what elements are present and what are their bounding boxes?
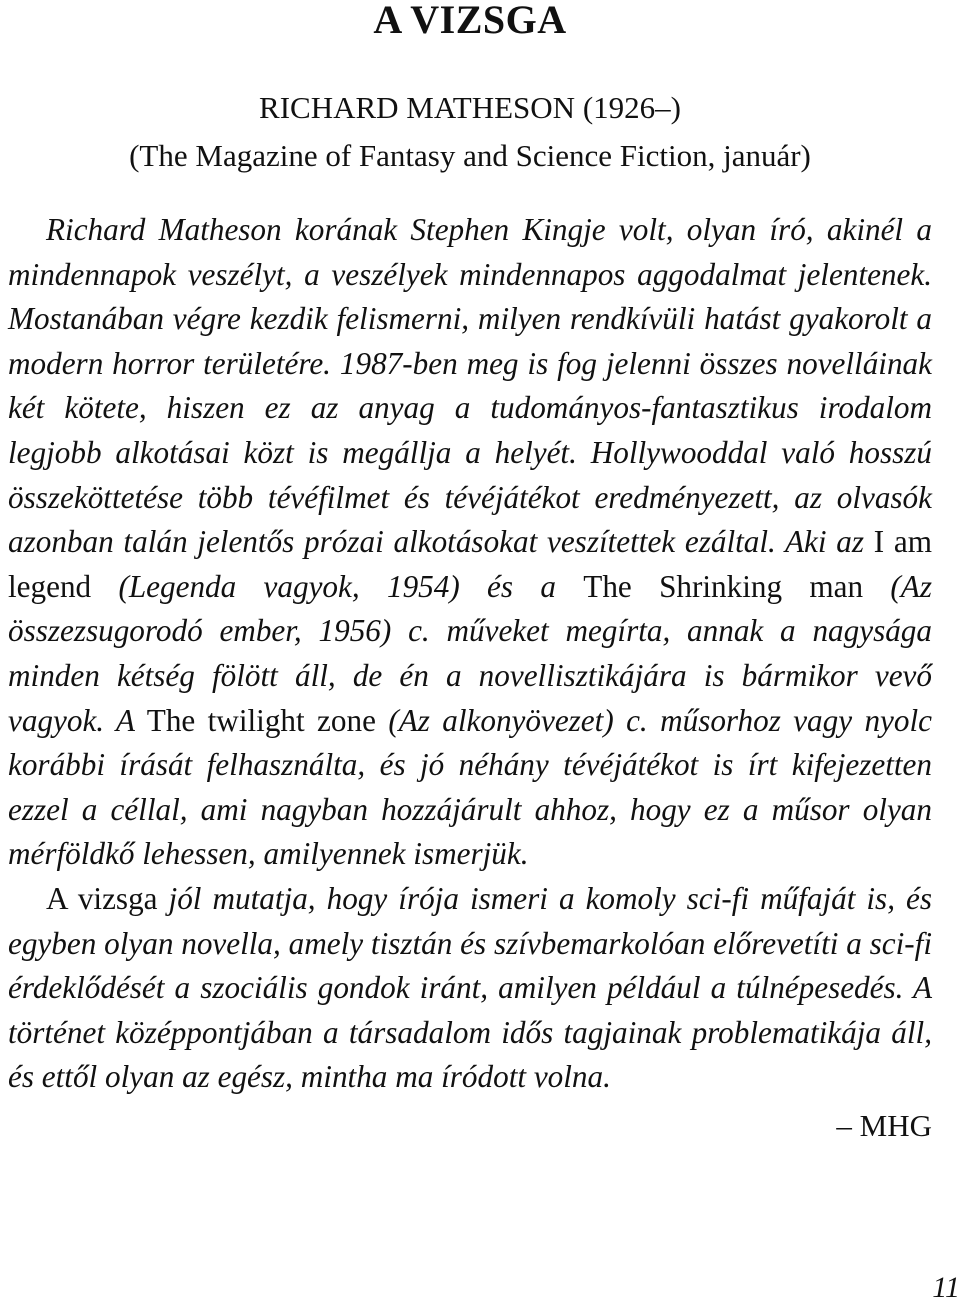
intro-text: jól mutatja, hogy írója ismeri a komoly sci-fi műfaját is, és egyben olyan novella, amely tisztán és szívbemarkolóan előrevetíti a sci-fi érdeklődését a szociális gondok iránt, amilyen például a túlnépesedés. A történet középpontjában a társadalom idős tagjainak problematikája áll, és ettől olyan az egész, mintha ma íródott volna. xyxy=(8,880,933,1095)
show-title-twilight-zone: The twilight zone xyxy=(146,702,376,738)
intro-paragraph-2 xyxy=(8,877,932,1100)
intro-paragraph-1 xyxy=(8,208,932,877)
book-title-i-am-legend: I am legend xyxy=(8,524,932,604)
author-line: RICHARD MATHESON (1926–) xyxy=(259,90,681,125)
editor-signature: – MHG xyxy=(836,1107,932,1143)
intro-text: (Legenda vagyok, 1954) és a xyxy=(91,568,584,604)
book-title-shrinking-man: The Shrinking man xyxy=(583,568,864,604)
intro-text: (Az alkonyövezet) c. műsorhoz vagy nyolc korábbi írását felhasználta, és jó néhány tévéjátékot is írt kifejezetten ezzel a céllal, ami nagyban hozzájárult ahhoz, hogy ez a műsor olyan mérföldkő lehessen, amilyennek ismerjük. xyxy=(8,702,932,872)
intro-text: (Az összezsugorodó ember, 1956) c. műveket megírta, annak a nagysága minden kétség fölött áll, de én a novellisztikájára is bármikor vevő vagyok. A xyxy=(8,568,932,738)
story-title: A VIZSGA xyxy=(373,0,567,42)
story-title-reference: A vizsga xyxy=(46,880,158,916)
source-line: (The Magazine of Fantasy and Science Fiction, január) xyxy=(129,138,811,173)
intro-text: Richard Matheson korának Stephen Kingje volt, olyan író, akinél a mindennapok veszélyt, a veszélyek mindennapos aggodalmat jelentenek. Mostanában végre kezdik felismerni, milyen rendkívüli hatást gyakorolt a modern horror területére. 1987-ben meg is fog jelenni összes novelláinak két kötete, hiszen ez az anyag a tudományos-fantasztikus irodalom legjobb alkotásai közt is megállja a helyét. Hollywooddal való hosszú összeköttetése több tévéfilmet és tévéjátékot eredményezett, az olvasók azonban talán jelentős prózai alkotásokat veszítettek ezáltal. Aki az xyxy=(8,212,932,560)
page-number: 11 xyxy=(932,1271,960,1304)
